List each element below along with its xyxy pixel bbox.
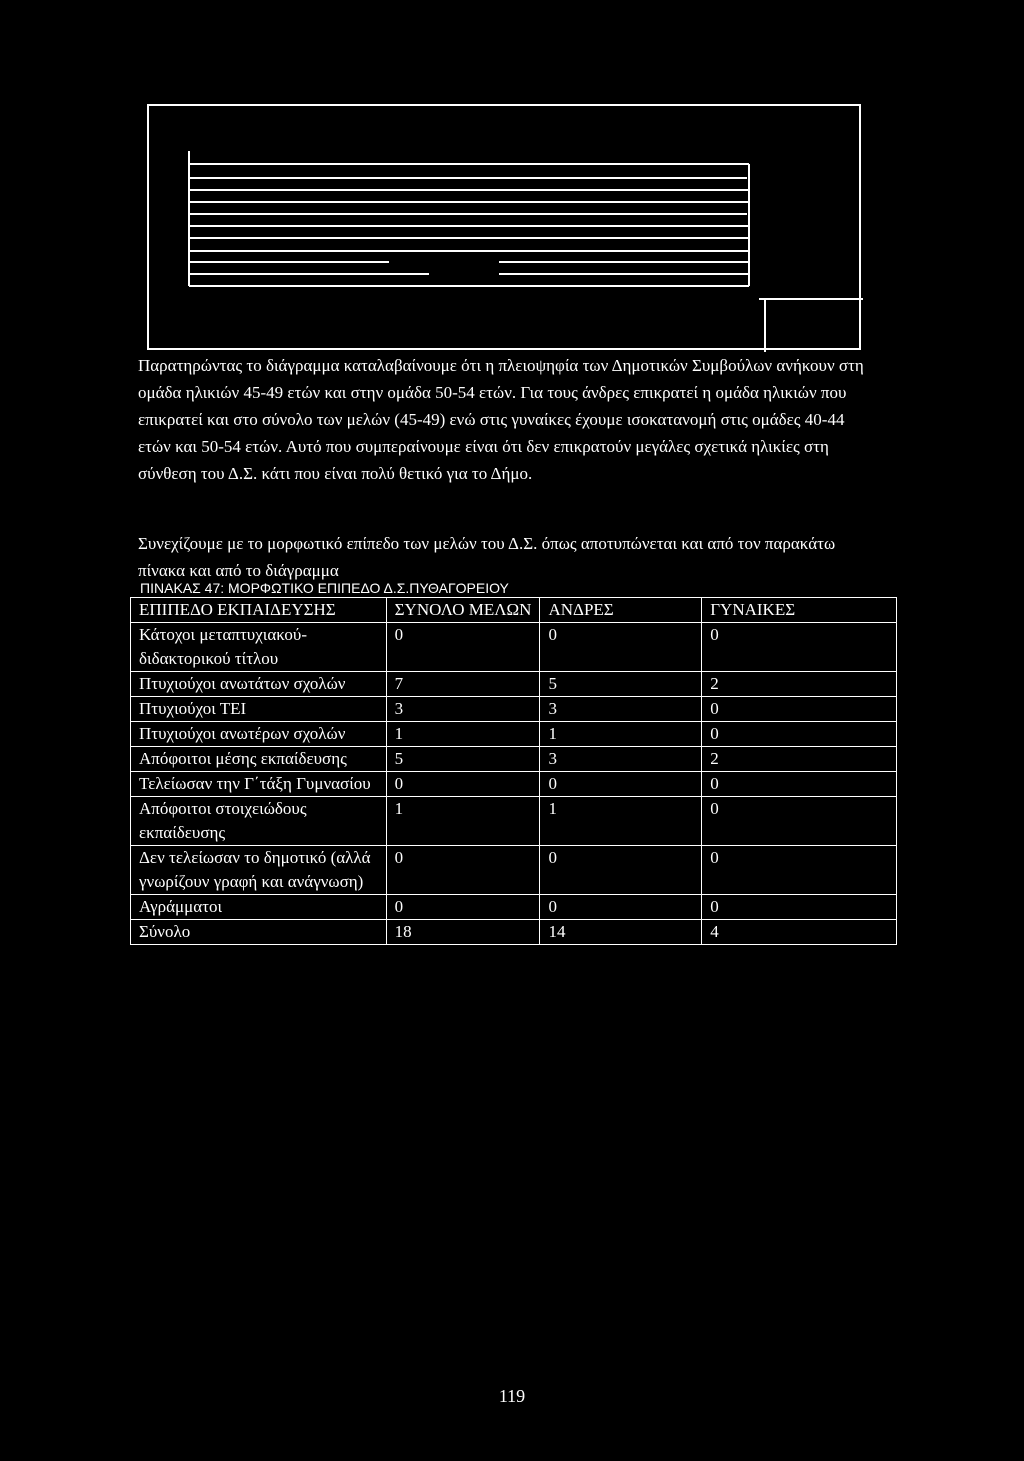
header-education-level: ΕΠΙΠΕΔΟ ΕΚΠΑΙΔΕΥΣΗΣ: [131, 598, 387, 623]
cell-level: Απόφοιτοι μέσης εκπαίδευσης: [131, 747, 387, 772]
cell-men: 3: [540, 697, 702, 722]
cell-men: 1: [540, 722, 702, 747]
cell-men: 0: [540, 623, 702, 672]
header-women: ΓΥΝΑΙΚΕΣ: [702, 598, 897, 623]
cell-level: Απόφοιτοι στοιχειώδους εκπαίδευσης: [131, 797, 387, 846]
table-row: [131, 797, 897, 846]
cell-total: 0: [386, 895, 540, 920]
cell-level: Τελείωσαν την Γ΄τάξη Γυμνασίου: [131, 772, 387, 797]
cell-total: 1: [386, 722, 540, 747]
table-row: [131, 722, 897, 747]
cell-women: 0: [702, 722, 897, 747]
page-number: 119: [498, 1386, 526, 1406]
cell-level: Πτυχιούχοι ανωτάτων σχολών: [131, 672, 387, 697]
paragraph-age-analysis: Παρατηρώντας το διάγραμμα καταλαβαίνουμε ότι η πλειοψηφία των Δημοτικών Συμβούλων ανήκουν στη ομάδα ηλικιών 45-49 ετών και στην ομάδα 50-54 ετών. Για τους άνδρες επικρατεί η ομάδα ηλικιών που επικρατεί και στο σύνολο των μελών (45-49) ενώ στις γυναίκες έχουμε ισοκατανομή στις ομάδες 40-44 ετών και 50-54 ετών. Αυτό που συμπεραίνουμε είναι ότι δεν επικρατούν μεγάλες σχετικά ηλικίες στη σύνθεση του Δ.Σ. κάτι που είναι πολύ θετικό για το Δήμο.: [138, 356, 864, 483]
cell-women: 0: [702, 846, 897, 895]
cell-men: 0: [540, 846, 702, 895]
cell-level: Κάτοχοι μεταπτυχιακού-διδακτορικού τίτλου: [131, 623, 387, 672]
cell-men: 5: [540, 672, 702, 697]
header-men: ΑΝΔΡΕΣ: [540, 598, 702, 623]
cell-men: 1: [540, 797, 702, 846]
cell-women: 2: [702, 747, 897, 772]
table-row: [131, 672, 897, 697]
table-row: [131, 772, 897, 797]
education-table: [130, 597, 897, 945]
cell-total: 0: [386, 623, 540, 672]
cell-women: 0: [702, 772, 897, 797]
cell-total: 5: [386, 747, 540, 772]
table-row: [131, 846, 897, 895]
cell-total: 18: [386, 920, 540, 945]
cell-level: Αγράμματοι: [131, 895, 387, 920]
header-total-members: ΣΥΝΟΛΟ ΜΕΛΩΝ: [386, 598, 540, 623]
cell-men: 0: [540, 895, 702, 920]
cell-total: 0: [386, 846, 540, 895]
cell-total: 0: [386, 772, 540, 797]
table-row: [131, 747, 897, 772]
cell-women: 0: [702, 895, 897, 920]
cell-level: Πτυχιούχοι ανωτέρων σχολών: [131, 722, 387, 747]
table-caption: ΠΙΝΑΚΑΣ 47: ΜΟΡΦΩΤΙΚΟ ΕΠΙΠΕΔΟ Δ.Σ.ΠΥΘΑΓΟΡΕΙΟΥ: [140, 580, 509, 596]
cell-women: 0: [702, 623, 897, 672]
cell-women: 0: [702, 697, 897, 722]
chart-image-frame: [147, 104, 861, 350]
cell-women: 2: [702, 672, 897, 697]
cell-level: Σύνολο: [131, 920, 387, 945]
table-header-row: [131, 598, 897, 623]
cell-level: Δεν τελείωσαν το δημοτικό (αλλά γνωρίζουν γραφή και ανάγνωση): [131, 846, 387, 895]
cell-total: 1: [386, 797, 540, 846]
chart-line-graphic: [149, 106, 863, 352]
cell-total: 3: [386, 697, 540, 722]
cell-level: Πτυχιούχοι ΤΕΙ: [131, 697, 387, 722]
cell-men: 14: [540, 920, 702, 945]
table-row: [131, 697, 897, 722]
paragraph-education-intro: Συνεχίζουμε με το μορφωτικό επίπεδο των μελών του Δ.Σ. όπως αποτυπώνεται και από τον παρακάτω πίνακα και από το διάγραμμα: [138, 534, 836, 580]
cell-women: 4: [702, 920, 897, 945]
cell-women: 0: [702, 797, 897, 846]
cell-total: 7: [386, 672, 540, 697]
cell-men: 3: [540, 747, 702, 772]
cell-men: 0: [540, 772, 702, 797]
table-row: [131, 623, 897, 672]
table-row-total: [131, 920, 897, 945]
table-row: [131, 895, 897, 920]
